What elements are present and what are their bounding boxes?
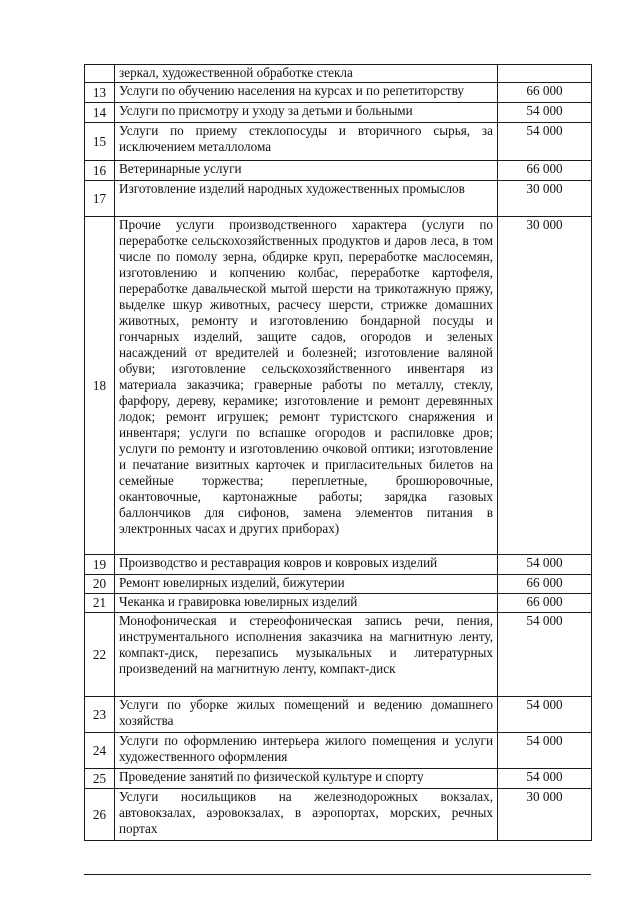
row-number: 23 bbox=[85, 697, 115, 733]
service-description: Услуги носильщиков на железнодорожных вокзалах, автовокзалах, аэровокзалах, в аэропортах, морских, речных портах bbox=[115, 789, 498, 841]
service-value: 54 000 bbox=[498, 103, 592, 123]
service-value: 66 000 bbox=[498, 83, 592, 103]
service-value: 66 000 bbox=[498, 575, 592, 594]
table-row bbox=[85, 613, 592, 697]
service-description: Изготовление изделий народных художественных промыслов bbox=[115, 181, 498, 217]
service-value: 54 000 bbox=[498, 123, 592, 161]
row-number: 19 bbox=[85, 555, 115, 575]
service-description: Прочие услуги производственного характера (услуги по переработке сельскохозяйственных продуктов и даров леса, в том числе по помолу зерна, обдирке круп, переработке маслосемян, изготовлению и копчению колбас, переработке картофеля, переработке давальческой мытой шерсти на трикотажную пряжу, выделке шкур животных, расчесу шерсти, стрижке домашних животных, ремонту и изготовлению бондарной посуды и гончарных изделий, защите садов, огородов и зеленых насаждений от вредителей и болезней; изготовление валяной обуви; изготовление сельскохозяйственного инвентаря из материала заказчика; граверные работы по металлу, стеклу, фарфору, дереву, керамике; изготовление и ремонт деревянных лодок; ремонт игрушек; ремонт туристского снаряжения и инвентаря; услуги по вспашке огородов и распиловке дров; услуги по ремонту и изготовлению очковой оптики; изготовление и печатание визитных карточек и пригласительных билетов на семейные торжества; переплетные, брошюровочные, окантовочные, картонажные работы; зарядка газовых баллончиков для сифонов, замена элементов питания в электронных часах и других приборах) bbox=[115, 217, 498, 555]
table-row bbox=[85, 769, 592, 789]
service-value: 66 000 bbox=[498, 594, 592, 613]
row-number: 20 bbox=[85, 575, 115, 594]
row-number: 26 bbox=[85, 789, 115, 841]
row-number: 17 bbox=[85, 181, 115, 217]
service-description: Услуги по оформлению интерьера жилого помещения и услуги художественного оформления bbox=[115, 733, 498, 769]
service-description: Услуги по обучению населения на курсах и по репетиторству bbox=[115, 83, 498, 103]
service-value: 66 000 bbox=[498, 161, 592, 181]
table-row bbox=[85, 575, 592, 594]
table-row bbox=[85, 555, 592, 575]
table-row bbox=[85, 789, 592, 841]
row-number: 25 bbox=[85, 769, 115, 789]
service-description: Ветеринарные услуги bbox=[115, 161, 498, 181]
table-row bbox=[85, 103, 592, 123]
service-value: 54 000 bbox=[498, 697, 592, 733]
service-value: 30 000 bbox=[498, 181, 592, 217]
service-value bbox=[498, 65, 592, 83]
service-description: Чеканка и гравировка ювелирных изделий bbox=[115, 594, 498, 613]
table-row bbox=[85, 161, 592, 181]
row-number: 16 bbox=[85, 161, 115, 181]
table-row bbox=[85, 83, 592, 103]
service-description: Проведение занятий по физической культуре и спорту bbox=[115, 769, 498, 789]
row-number bbox=[85, 65, 115, 83]
table-row bbox=[85, 594, 592, 613]
service-description: Услуги по приему стеклопосуды и вторичного сырья, за исключением металлолома bbox=[115, 123, 498, 161]
row-number: 14 bbox=[85, 103, 115, 123]
table-row bbox=[85, 65, 592, 83]
service-description: зеркал, художественной обработке стекла bbox=[115, 65, 498, 83]
service-value: 54 000 bbox=[498, 733, 592, 769]
row-number: 18 bbox=[85, 217, 115, 555]
row-number: 13 bbox=[85, 83, 115, 103]
service-value: 54 000 bbox=[498, 769, 592, 789]
row-number: 24 bbox=[85, 733, 115, 769]
row-number: 15 bbox=[85, 123, 115, 161]
service-value: 30 000 bbox=[498, 217, 592, 555]
service-description: Услуги по уборке жилых помещений и ведению домашнего хозяйства bbox=[115, 697, 498, 733]
footer-rule bbox=[84, 874, 591, 875]
service-description: Ремонт ювелирных изделий, бижутерии bbox=[115, 575, 498, 594]
services-table bbox=[84, 64, 592, 841]
service-description: Монофоническая и стереофоническая запись речи, пения, инструментального исполнения заказчика на магнитную ленту, компакт-диск, перезапись музыкальных и литературных произведений на магнитную ленту, компакт-диск bbox=[115, 613, 498, 697]
service-value: 54 000 bbox=[498, 613, 592, 697]
table-row bbox=[85, 181, 592, 217]
row-number: 22 bbox=[85, 613, 115, 697]
service-value: 30 000 bbox=[498, 789, 592, 841]
table-row bbox=[85, 217, 592, 555]
table-row bbox=[85, 123, 592, 161]
row-number: 21 bbox=[85, 594, 115, 613]
service-description: Производство и реставрация ковров и ковровых изделий bbox=[115, 555, 498, 575]
table-row bbox=[85, 697, 592, 733]
table-row bbox=[85, 733, 592, 769]
service-description: Услуги по присмотру и уходу за детьми и больными bbox=[115, 103, 498, 123]
service-value: 54 000 bbox=[498, 555, 592, 575]
